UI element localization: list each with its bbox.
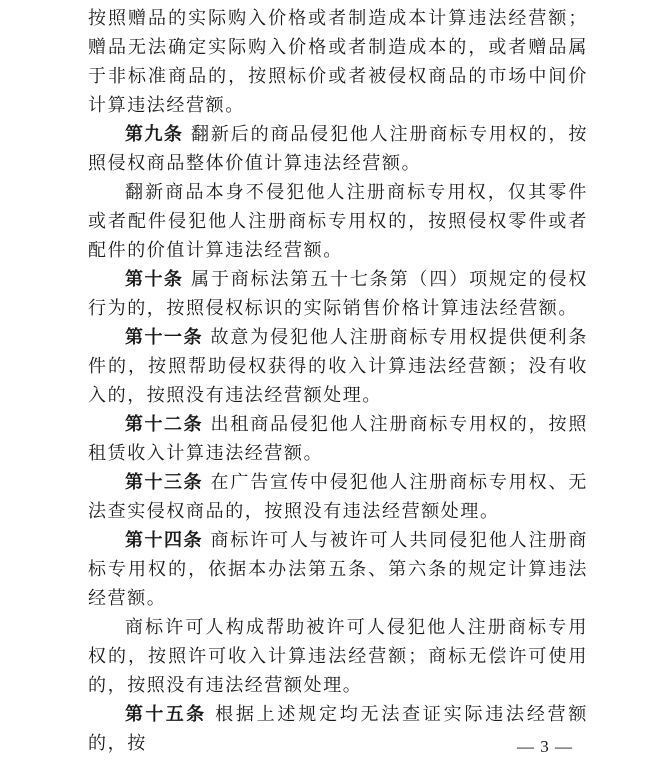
article-title: 第十三条 — [125, 472, 203, 493]
article-title: 第十四条 — [125, 530, 203, 551]
article-text: 商标许可人与被许可人共同侵犯他人注册商标专用权的，依据本办法第五条、第六条的规定计算违法经营额。 — [88, 530, 588, 609]
article-14 — [88, 526, 588, 613]
article-text: 故意为侵犯他人注册商标专用权提供便利条件的，按照帮助侵权获得的收入计算违法经营额；没有收入的，按照没有违法经营额处理。 — [88, 327, 588, 406]
article-text: 属于商标法第五十七条第（四）项规定的侵权行为的，按照侵权标识的实际销售价格计算违法经营额。 — [88, 269, 588, 319]
article-9 — [88, 120, 588, 178]
article-text: 根据上述规定均无法查证实际违法经营额的，按 — [88, 704, 588, 754]
paragraph-text: 商标许可人构成帮助被许可人侵犯他人注册商标专用权的，按照许可收入计算违法经营额；商标无偿许可使用的，按照没有违法经营额处理。 — [88, 617, 588, 696]
document-body — [88, 4, 588, 758]
article-title: 第十一条 — [125, 327, 203, 348]
article-text: 在广告宣传中侵犯他人注册商标专用权、无法查实侵权商品的，按照没有违法经营额处理。 — [88, 472, 588, 522]
paragraph-text: 翻新商品本身不侵犯他人注册商标专用权，仅其零件或者配件侵犯他人注册商标专用权的，按照侵权零件或者配件的价值计算违法经营额。 — [88, 182, 588, 261]
paragraph-body — [88, 178, 588, 265]
article-title: 第十五条 — [125, 704, 207, 725]
article-10 — [88, 265, 588, 323]
article-title: 第十条 — [125, 269, 184, 290]
article-text: 出租商品侵犯他人注册商标专用权的，按照租赁收入计算违法经营额。 — [88, 414, 588, 464]
article-13 — [88, 468, 588, 526]
paragraph-text: 按照赠品的实际购入价格或者制造成本计算违法经营额；赠品无法确定实际购入价格或者制造成本的，或者赠品属于非标准商品的，按照标价或者被侵权商品的市场中间价计算违法经营额。 — [88, 8, 588, 116]
article-text: 翻新后的商品侵犯他人注册商标专用权的，按照侵权商品整体价值计算违法经营额。 — [88, 124, 588, 174]
paragraph-body — [88, 613, 588, 700]
article-12 — [88, 410, 588, 468]
article-title: 第九条 — [125, 124, 184, 145]
page-number: — 3 — — [517, 737, 573, 756]
paragraph-continuation — [88, 4, 588, 120]
article-title: 第十二条 — [125, 414, 203, 435]
article-11 — [88, 323, 588, 410]
